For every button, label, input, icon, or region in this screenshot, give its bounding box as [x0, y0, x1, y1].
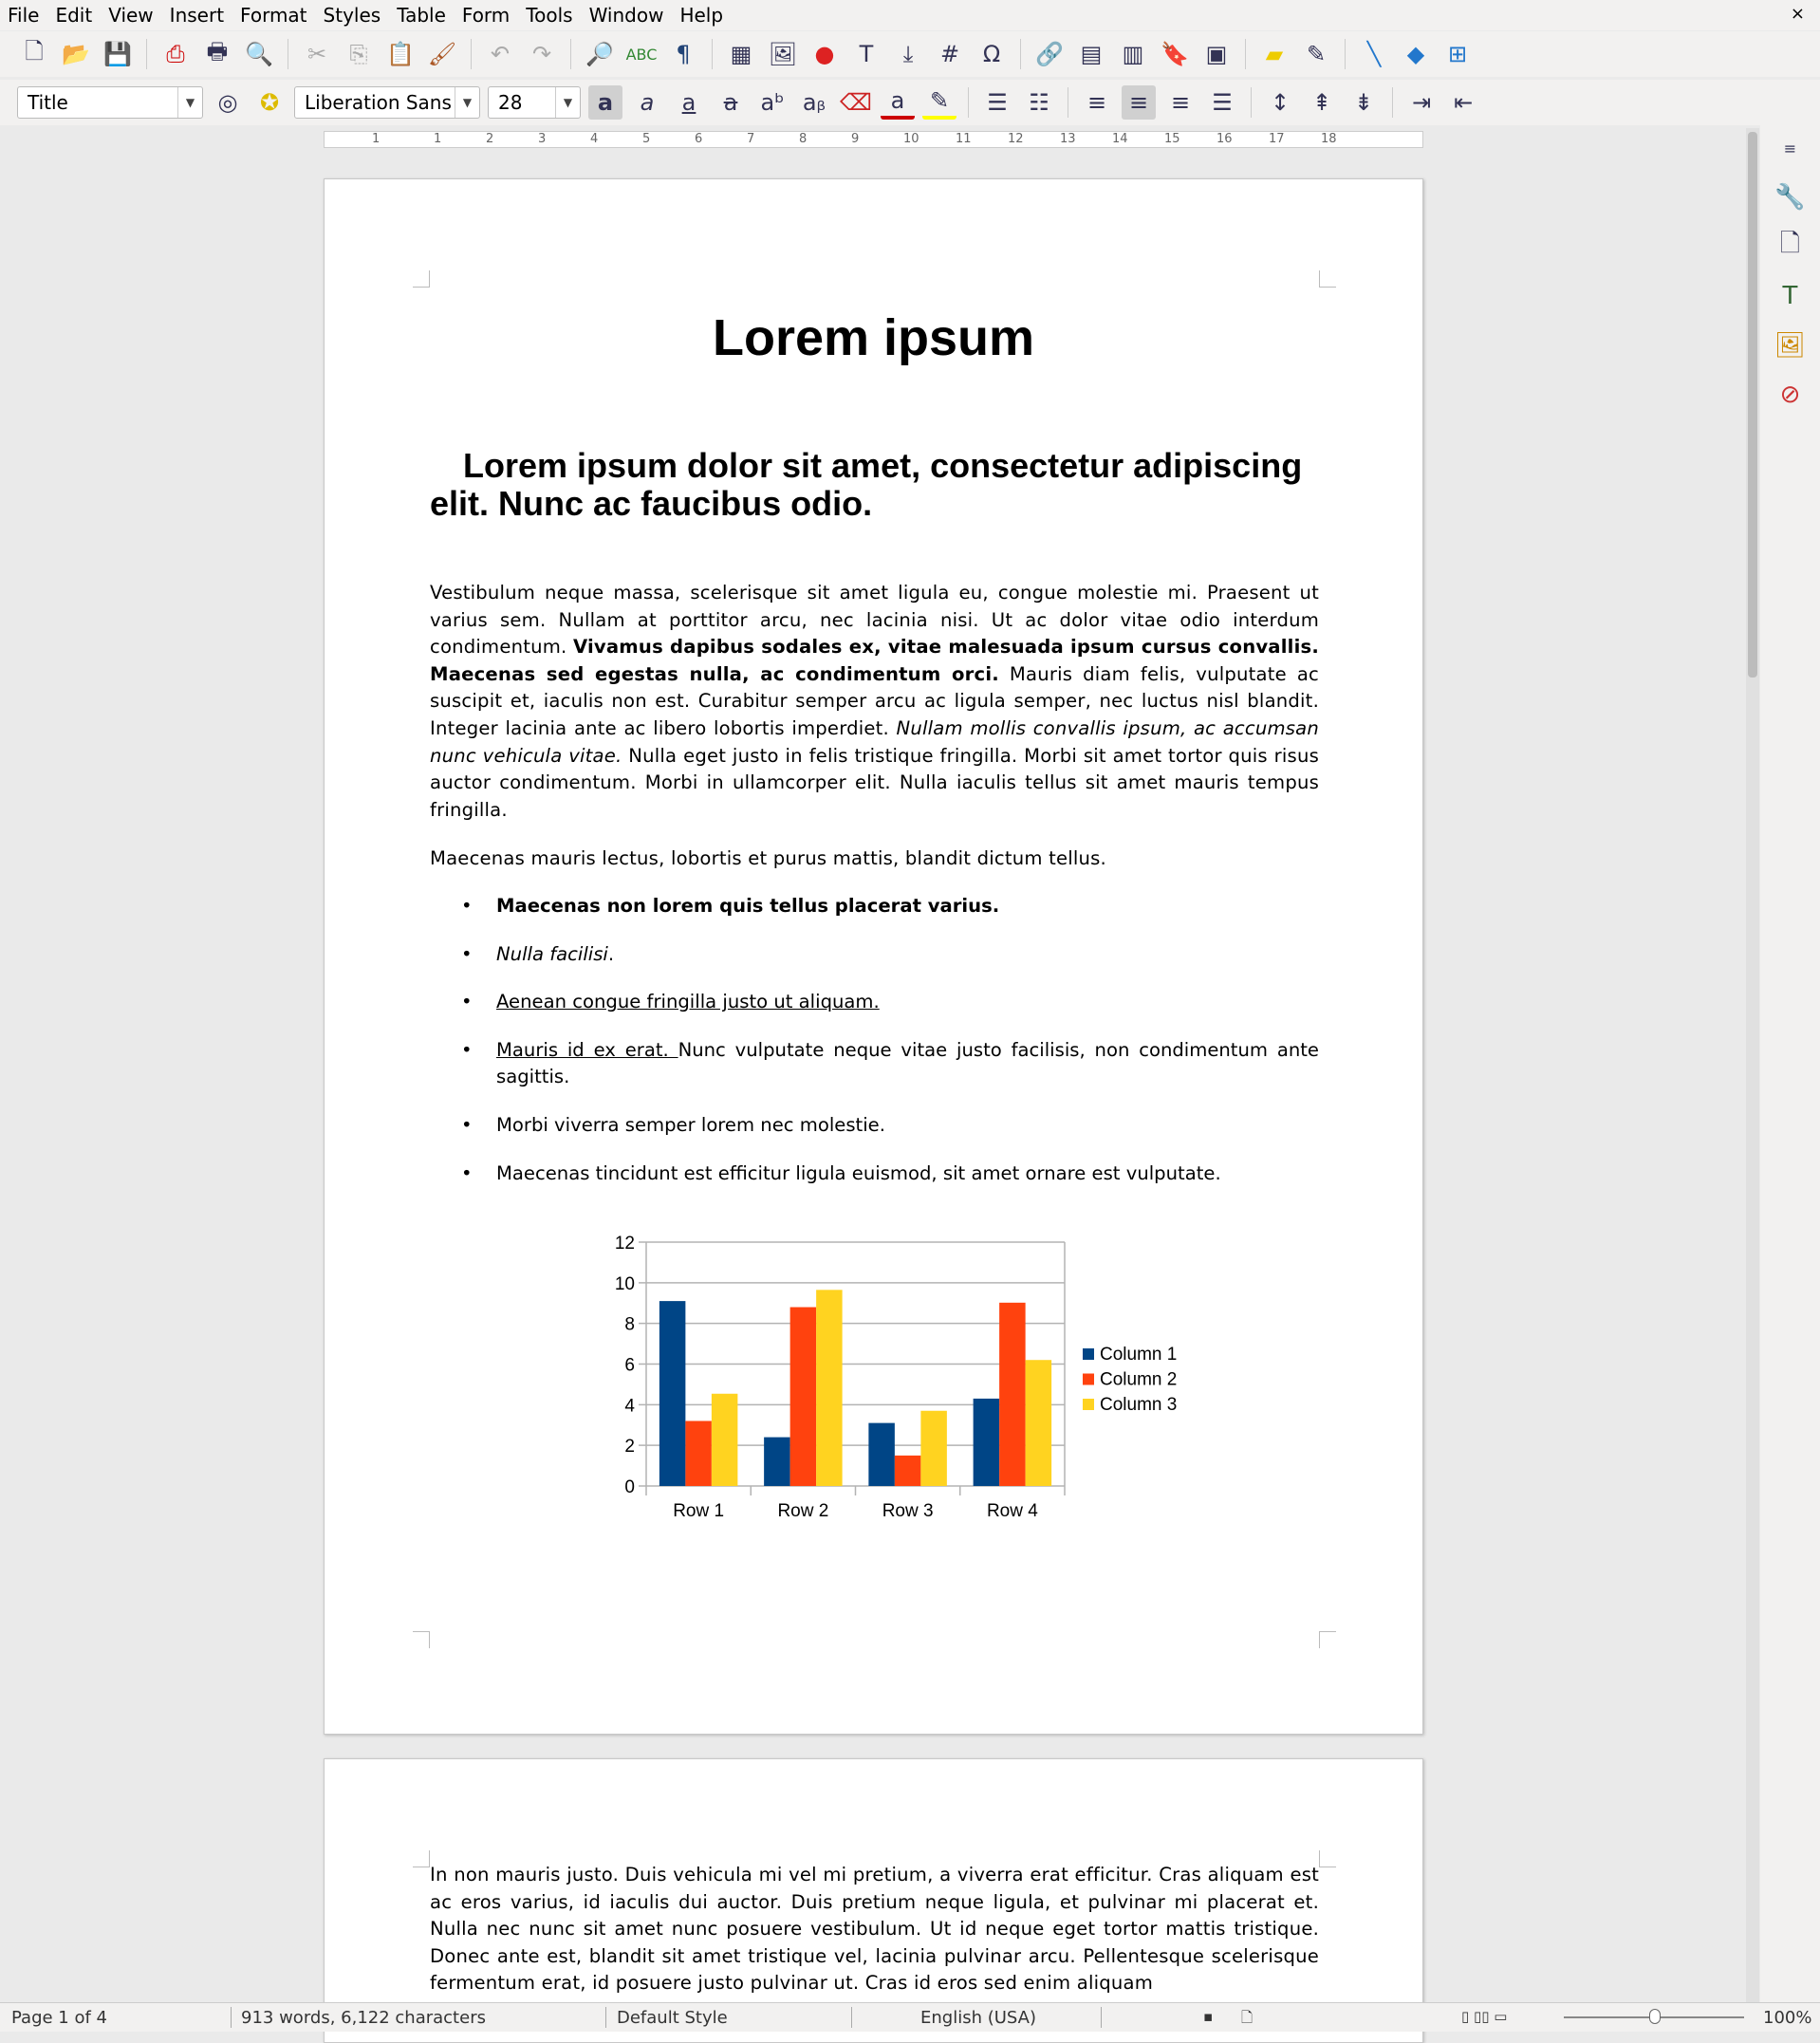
- bar-column-1-row-4: [974, 1399, 1000, 1486]
- paragraph-1: Vestibulum neque massa, scelerisque sit amet ligula eu, congue molestie mi. Praesent ut varius sem. Nullam at porttitor arcu, nec lacinia nisi. Ut ac dolor vitae odio interdum condimentum. Vivamus dapibus sodales ex, vitae malesuada ipsum cursus convallis. Maecenas sed egestas nulla, ac condimentum orci. Mauris diam felis, vulputate ac suscipit et, iaculis non est. Curabitur semper arcu ac ligula semper, nec luctus nisl blandit. Integer lacinia ante ac libero lobortis imperdiet. Nullam mollis convallis ipsum, ac accumsan nunc vehicula vitae. Nulla eget justo in felis tristique fringilla. Morbi sit amet tortor quis risus auctor condimentum. Morbi in ullamcorper elit. Nulla iaculis tellus sit amet mauris tempus fringilla.: [430, 582, 1320, 821]
- justify-icon[interactable]: ☰: [1212, 89, 1233, 116]
- insert-text-box-icon[interactable]: T: [859, 41, 874, 67]
- sidebar-menu-icon[interactable]: ≡: [1783, 139, 1797, 158]
- vertical-scrollbar[interactable]: [1746, 128, 1759, 2002]
- bold-icon[interactable]: a: [588, 85, 622, 120]
- scrollbar-thumb[interactable]: [1748, 132, 1757, 678]
- cut-icon[interactable]: ✂: [306, 41, 327, 67]
- page-icon[interactable]: 🗋: [1780, 230, 1800, 258]
- paragraph-2: Maecenas mauris lectus, lobortis et purus mattis, blandit dictum tellus.: [430, 847, 1106, 869]
- hyperlink-icon[interactable]: 🔗: [1035, 41, 1064, 67]
- ruler-tick-label: 18: [1321, 132, 1337, 146]
- close-document-button[interactable]: ×: [1790, 4, 1805, 24]
- sidebar: [1760, 123, 1820, 2002]
- ruler-tick-label: 11: [956, 132, 972, 146]
- link[interactable]: Aenean congue fringilla justo ut aliquam.: [496, 991, 880, 1013]
- bar-column-1-row-2: [764, 1438, 790, 1486]
- insert-field-icon[interactable]: #: [939, 41, 960, 67]
- x-tick-label: Row 3: [882, 1501, 934, 1521]
- zoom-slider-thumb[interactable]: [1649, 2009, 1661, 2024]
- bar-column-2-row-4: [999, 1303, 1026, 1486]
- paste-icon[interactable]: 📋: [386, 41, 415, 67]
- ruler-tick-label: 10: [903, 132, 919, 146]
- language[interactable]: English (USA): [920, 2008, 1037, 2028]
- list-item: • Mauris id ex erat. Nunc vulputate neque vitae justo facilisis, non condimentum ante sagittis.: [430, 1037, 1319, 1091]
- track-changes-icon[interactable]: ✎: [1306, 41, 1327, 67]
- ruler-tick-label: 17: [1269, 132, 1285, 146]
- font-name-select[interactable]: Liberation Sans ▼: [294, 86, 480, 119]
- bookmark-icon[interactable]: 🔖: [1161, 41, 1189, 67]
- basic-shapes-icon[interactable]: ◆: [1406, 41, 1425, 67]
- list-item: • Morbi viverra semper lorem nec molestie.: [430, 1112, 1319, 1140]
- y-tick-label: 12: [614, 1234, 635, 1254]
- list-item: [430, 989, 1319, 1016]
- menu-form[interactable]: Form: [461, 4, 511, 27]
- legend-label: Column 3: [1100, 1395, 1178, 1415]
- undo-icon[interactable]: ↶: [490, 41, 511, 67]
- font-color-icon[interactable]: a: [881, 85, 915, 120]
- bar-column-3-row-3: [920, 1411, 947, 1486]
- formatting-toolbar: [0, 80, 1820, 125]
- menu-table[interactable]: Table: [397, 4, 446, 27]
- ruler-tick-label: 8: [799, 132, 808, 146]
- page-1: [324, 178, 1423, 1735]
- export-pdf-icon[interactable]: ⎙: [166, 41, 185, 67]
- italic-icon[interactable]: a: [640, 89, 655, 116]
- chevron-down-icon[interactable]: ▼: [555, 87, 580, 118]
- menu-file[interactable]: File: [8, 4, 40, 27]
- x-tick-label: Row 1: [673, 1501, 725, 1521]
- highlight-icon[interactable]: ✎: [922, 85, 956, 120]
- insert-table-icon[interactable]: ▦: [730, 41, 752, 67]
- list-item: • Maecenas tincidunt est efficitur ligula euismod, sit amet ornare est vulputate.: [430, 1161, 1319, 1188]
- footnote-icon[interactable]: ▤: [1080, 41, 1103, 67]
- ruler-tick-label: 7: [747, 132, 755, 146]
- update-style-icon[interactable]: ◎: [217, 89, 238, 116]
- ruler-tick-label: 1: [372, 132, 381, 146]
- bar-column-2-row-1: [685, 1421, 712, 1486]
- align-right-icon[interactable]: ≡: [1170, 89, 1191, 116]
- decrease-paragraph-spacing-icon[interactable]: ⇟: [1353, 89, 1374, 116]
- menu-tools[interactable]: Tools: [526, 4, 573, 27]
- bar-column-2-row-2: [790, 1308, 817, 1486]
- page-style[interactable]: Default Style: [617, 2008, 728, 2028]
- ruler-tick-label: 5: [642, 132, 651, 146]
- increase-indent-icon[interactable]: ⇥: [1411, 89, 1432, 116]
- menu-view[interactable]: View: [108, 4, 154, 27]
- ruler-tick-label: 4: [590, 132, 599, 146]
- gallery-icon[interactable]: 🖼: [1774, 331, 1806, 360]
- ruler-tick-label: 16: [1216, 132, 1233, 146]
- new-style-icon[interactable]: ✪: [259, 89, 280, 116]
- decrease-indent-icon[interactable]: ⇤: [1453, 89, 1474, 116]
- superscript-icon[interactable]: aᵇ: [760, 89, 785, 116]
- menu-edit[interactable]: Edit: [55, 4, 93, 27]
- legend-label: Column 1: [1100, 1345, 1178, 1365]
- numbered-list-icon[interactable]: ☷: [1029, 89, 1049, 116]
- menu-format[interactable]: Format: [240, 4, 307, 27]
- insert-page-break-icon[interactable]: ⤓: [902, 41, 914, 67]
- insert-mode-icon[interactable]: ▪: [1203, 2008, 1214, 2025]
- comment-icon[interactable]: ▰: [1265, 41, 1284, 67]
- ruler-tick-label: 12: [1008, 132, 1024, 146]
- page-2: [324, 1758, 1423, 2043]
- standard-toolbar: [0, 31, 1820, 77]
- list-item: • Maecenas non lorem quis tellus placerat varius.: [430, 893, 1319, 920]
- subscript-icon[interactable]: aᵦ: [802, 89, 826, 116]
- y-tick-label: 6: [624, 1355, 635, 1376]
- y-tick-label: 8: [624, 1314, 635, 1335]
- link[interactable]: Mauris id ex erat.: [496, 1038, 678, 1061]
- menu-bar: [0, 0, 1820, 30]
- ruler-tick-label: 2: [486, 132, 494, 146]
- y-tick-label: 2: [624, 1437, 635, 1458]
- clear-formatting-icon[interactable]: ⌫: [840, 89, 872, 116]
- find-replace-icon[interactable]: 🔎: [585, 41, 614, 67]
- chevron-down-icon[interactable]: ▼: [177, 87, 202, 118]
- menu-insert[interactable]: Insert: [169, 4, 225, 27]
- copy-icon[interactable]: ⎘: [349, 41, 368, 67]
- horizontal-ruler[interactable]: [324, 131, 1423, 148]
- legend-swatch: [1083, 1348, 1094, 1360]
- ruler-tick-label: 6: [695, 132, 703, 146]
- paragraph-style-select[interactable]: Title ▼: [17, 86, 203, 119]
- legend-label: Column 2: [1100, 1369, 1178, 1390]
- x-tick-label: Row 4: [986, 1501, 1038, 1521]
- ruler-tick-label: 14: [1112, 132, 1128, 146]
- y-tick-label: 0: [624, 1477, 635, 1497]
- line-icon[interactable]: ╲: [1366, 41, 1382, 67]
- legend-swatch: [1083, 1399, 1094, 1410]
- print-preview-icon[interactable]: 🔍: [245, 41, 273, 67]
- zoom-level[interactable]: 100%: [1763, 2008, 1812, 2028]
- draw-functions-icon[interactable]: ⊞: [1447, 41, 1468, 67]
- page-count[interactable]: Page 1 of 4: [11, 2008, 107, 2028]
- align-center-icon[interactable]: ≡: [1122, 85, 1156, 120]
- paragraph: In non mauris justo. Duis vehicula mi vel mi pretium, a viverra erat efficitur. Cras aliquam est ac eros varius, id iaculis dui auctor. Duis pretium neque ligula, et pulvinar mi placerat et. Nulla nec nunc sit amet nunc posuere vestibulum. Ut id neque eget tortor mattis tristique. Donec ante est, blandit sit amet tristique vel, lacinia pulvinar arcu. Pellentesque scelerisque fermentum erat, id posuere justo pulvinar ut. Cras id eros sed enim aliquam: [430, 1864, 1319, 1995]
- clone-formatting-icon[interactable]: 🖌: [427, 41, 457, 67]
- bar-column-2-row-3: [895, 1456, 921, 1486]
- navigator-icon[interactable]: ⊘: [1779, 381, 1801, 409]
- save-icon[interactable]: 💾: [103, 41, 132, 67]
- strikethrough-icon[interactable]: a: [723, 89, 738, 116]
- open-folder-icon[interactable]: 📂: [62, 41, 90, 67]
- cross-reference-icon[interactable]: ▣: [1205, 41, 1228, 67]
- legend-swatch: [1083, 1374, 1094, 1385]
- y-tick-label: 4: [624, 1396, 635, 1417]
- word-count[interactable]: 913 words, 6,122 characters: [241, 2008, 486, 2028]
- endnote-icon[interactable]: ▥: [1122, 41, 1144, 67]
- styles-icon[interactable]: T: [1782, 282, 1798, 310]
- bullet-list-icon[interactable]: ☰: [987, 89, 1008, 116]
- document-title: Lorem ipsum: [712, 309, 1035, 366]
- align-left-icon[interactable]: ≡: [1086, 89, 1107, 116]
- spelling-icon[interactable]: ABC: [625, 45, 658, 64]
- special-character-icon[interactable]: Ω: [982, 41, 1001, 67]
- bullet-list: [430, 893, 1319, 1208]
- redo-icon[interactable]: ↷: [531, 41, 552, 67]
- menu-window[interactable]: Window: [588, 4, 664, 27]
- view-layout-icon[interactable]: ▯ ▯▯ ▭: [1461, 2008, 1508, 2025]
- ruler-tick-label: 13: [1060, 132, 1076, 146]
- bar-column-1-row-1: [659, 1301, 686, 1486]
- insert-image-icon[interactable]: 🖼: [768, 41, 798, 67]
- menu-help[interactable]: Help: [679, 4, 724, 27]
- print-icon[interactable]: 🖶: [206, 37, 229, 65]
- ruler-tick-label: 9: [851, 132, 860, 146]
- y-tick-label: 10: [614, 1273, 635, 1294]
- list-item: • Nulla facilisi.: [430, 941, 1319, 969]
- font-size-select[interactable]: 28 ▼: [488, 86, 581, 119]
- ruler-tick-label: 1: [434, 132, 442, 146]
- menu-styles[interactable]: Styles: [323, 4, 381, 27]
- bar-column-3-row-2: [816, 1290, 843, 1486]
- insert-chart-icon[interactable]: ●: [814, 41, 835, 67]
- bar-column-1-row-3: [868, 1423, 895, 1486]
- line-spacing-icon[interactable]: ↕: [1270, 89, 1291, 116]
- underline-icon[interactable]: a: [681, 89, 696, 116]
- bar-chart[interactable]: [581, 1223, 1178, 1717]
- ruler-tick-label: 3: [538, 132, 547, 146]
- status-bar: [0, 2002, 1820, 2032]
- new-document-icon[interactable]: 🗋: [25, 37, 44, 65]
- bar-column-3-row-1: [712, 1394, 738, 1486]
- x-tick-label: Row 2: [777, 1501, 829, 1521]
- properties-icon[interactable]: 🔧: [1774, 183, 1806, 212]
- chevron-down-icon[interactable]: ▼: [455, 87, 479, 118]
- document-modified-icon[interactable]: 🗋: [1241, 2009, 1254, 2026]
- ruler-tick-label: 15: [1164, 132, 1180, 146]
- heading: Lorem ipsum dolor sit amet, consectetur adipiscing elit. Nunc ac faucibus odio.: [430, 446, 1303, 523]
- bar-column-3-row-4: [1026, 1360, 1052, 1486]
- formatting-marks-icon[interactable]: ¶: [676, 41, 691, 67]
- increase-paragraph-spacing-icon[interactable]: ⇞: [1311, 89, 1332, 116]
